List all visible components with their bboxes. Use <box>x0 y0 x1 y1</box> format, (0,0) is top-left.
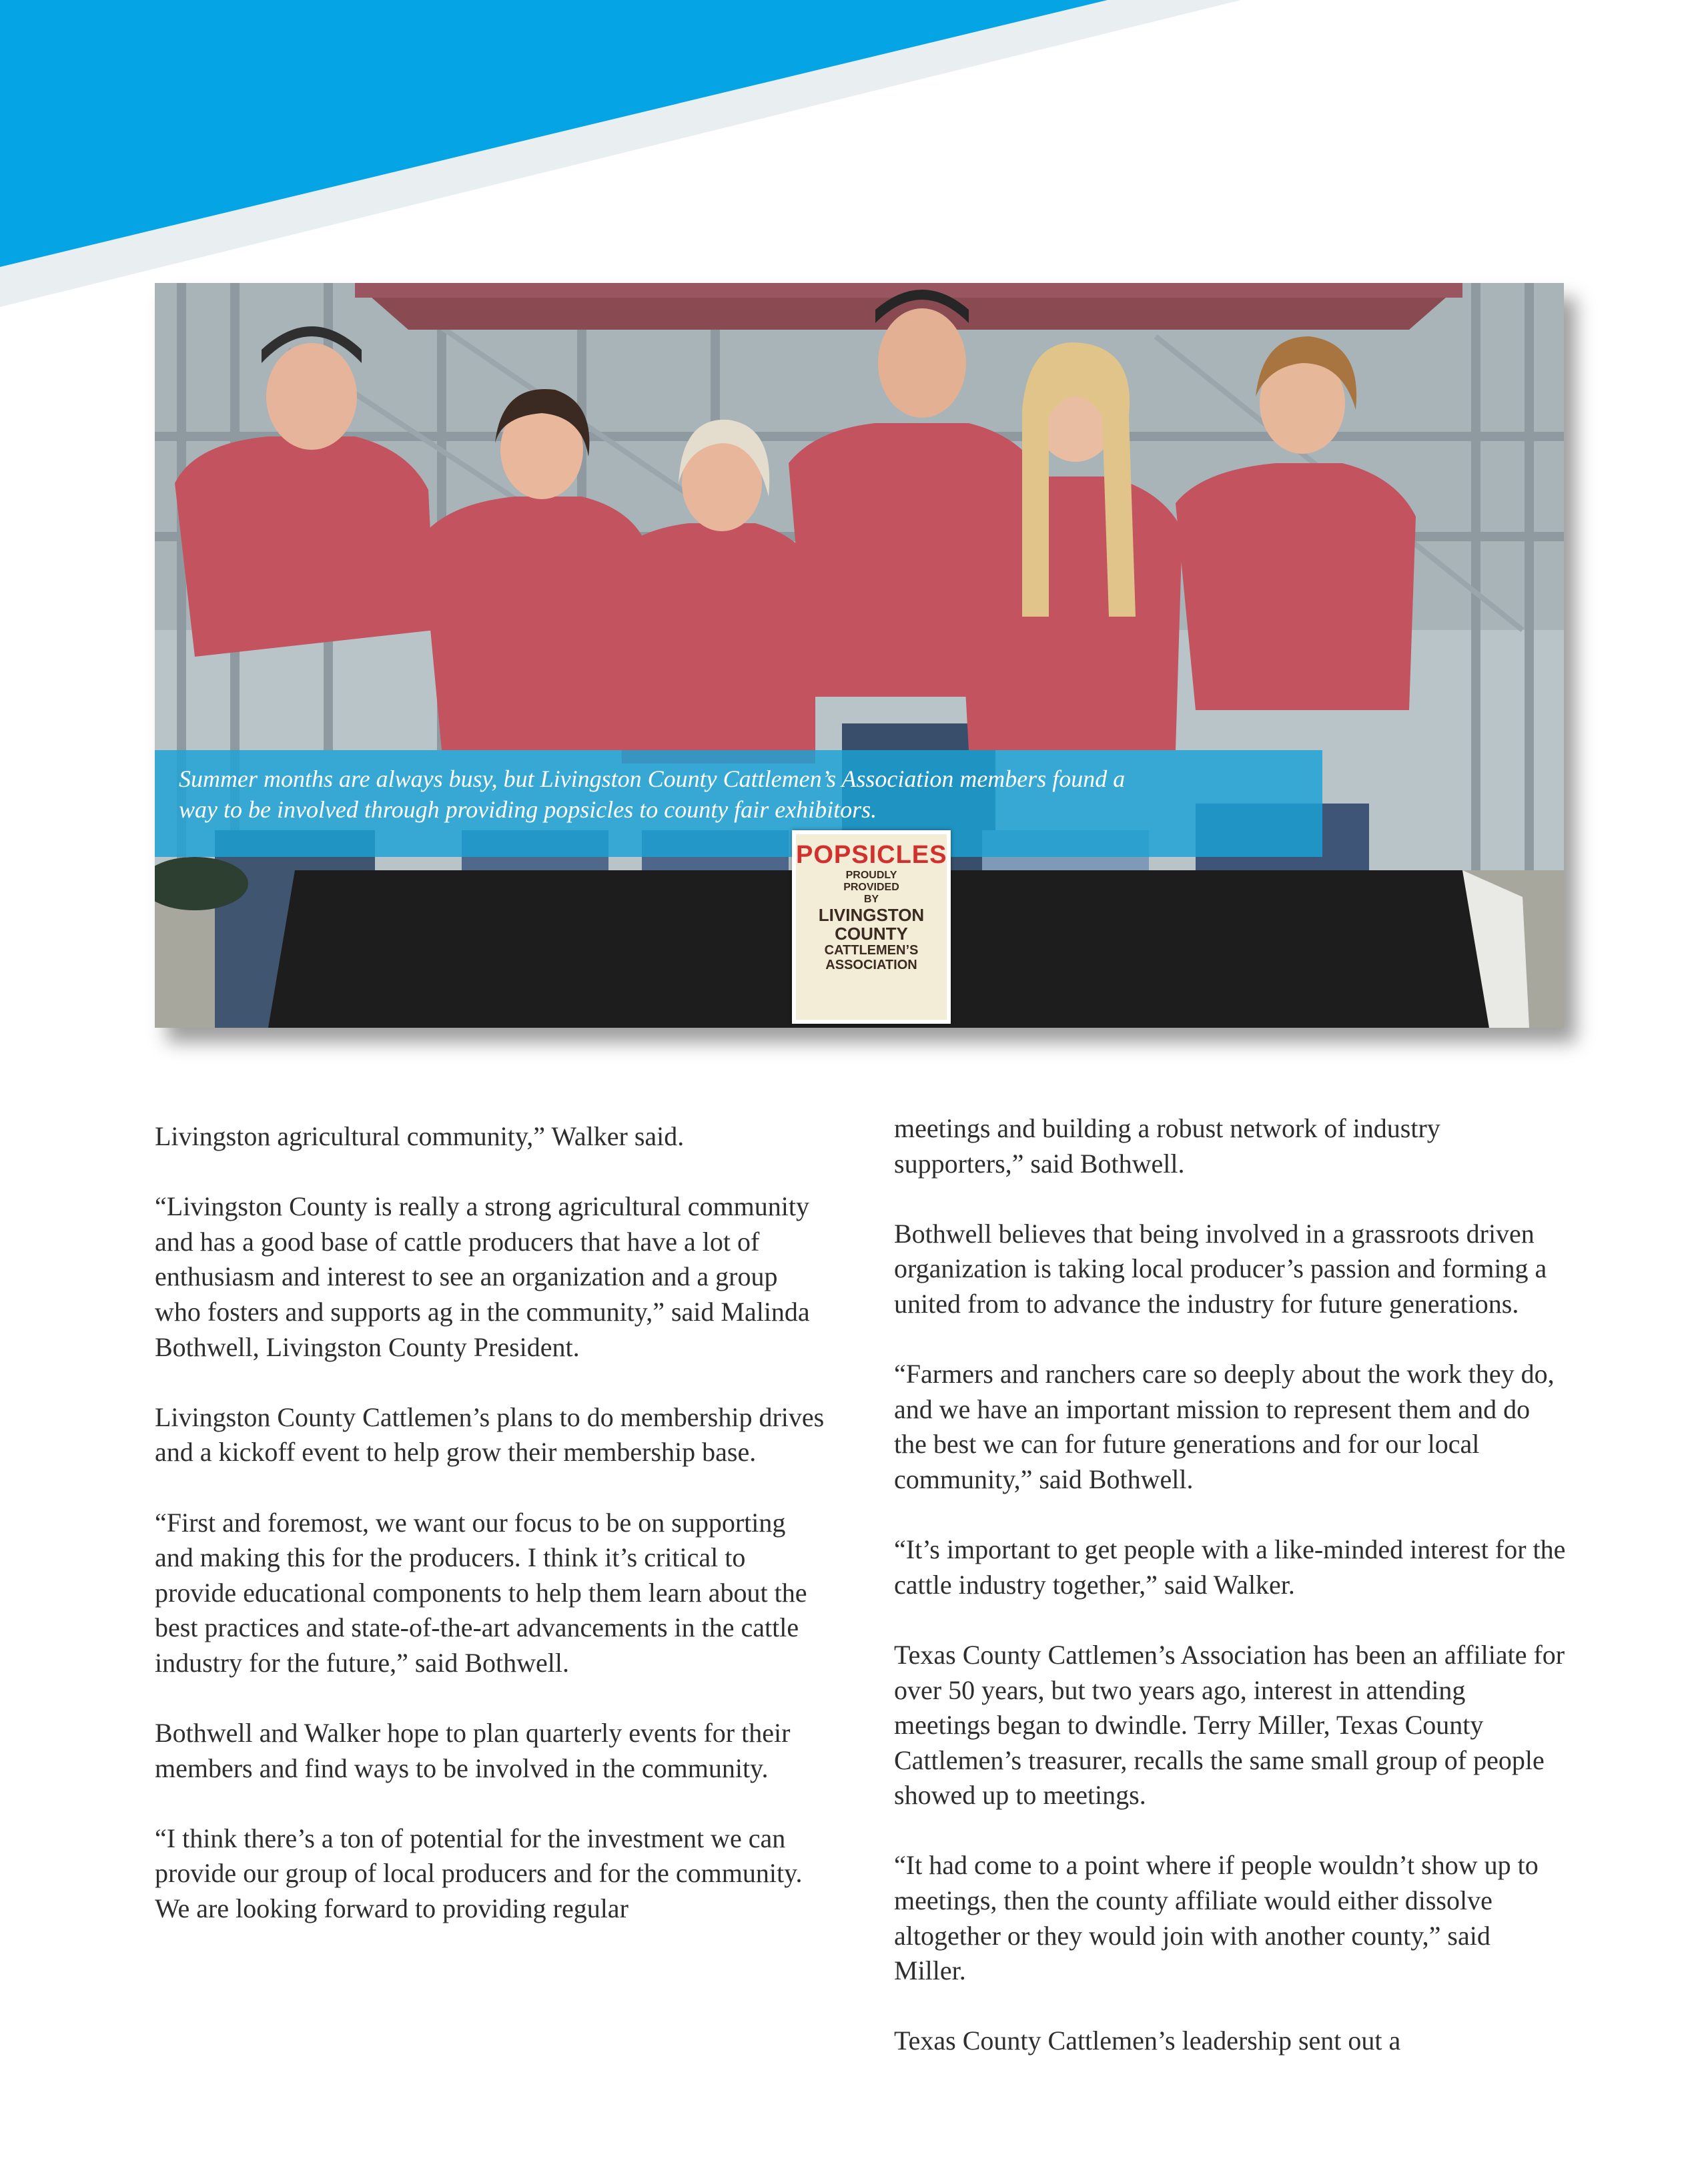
article-paragraph: “It’s important to get people with a like-minded interest for the cattle industry together,” said Walker. <box>894 1534 1566 1600</box>
sign-line: ASSOCIATION <box>825 958 917 972</box>
article-paragraph: “I think there’s a ton of potential for the investment we can provide our group of local producers and for the community. We are looking forward to providing regular <box>155 1823 803 1924</box>
article-paragraph: “Livingston County is really a strong agricultural community and has a good base of cattle producers that have a lot of enthusiasm and interest to see an organization and a group who fosters and supports ag in the community,” said Malinda Bothwell, Livingston County President. <box>155 1191 810 1362</box>
article-paragraph: “First and foremost, we want our focus to be on supporting and making this for the producers. I think it’s critical to provide educational components to help them learn about the best practices and state-of-the-art advancements in the cattle industry for the future,” said Bothwell. <box>155 1507 807 1678</box>
article-paragraph: meetings and building a robust network of industry supporters,” said Bothwell. <box>894 1113 1440 1179</box>
article-paragraph: Bothwell and Walker hope to plan quarterly events for their members and find ways to be involved in the community. <box>155 1718 791 1783</box>
article-paragraph: “It had come to a point where if people wouldn’t show up to meetings, then the county affiliate would either dissolve altogether or they would join with another county,” said Miller. <box>894 1850 1539 1986</box>
photo-caption-line-1: Summer months are always busy, but Livingston County Cattlemen’s Association members found a <box>179 765 1126 792</box>
sign-line: PROVIDED <box>843 882 899 893</box>
article-paragraph: Texas County Cattlemen’s Association has been an affiliate for over 50 years, but two years ago, interest in attending meetings began to dwindle. Terry Miller, Texas County Cattlemen’s treasurer, recalls the same small group of people showed up to meetings. <box>894 1639 1565 1811</box>
article-column-right <box>894 1111 1568 2094</box>
sign-line: CATTLEMEN’S <box>824 943 919 958</box>
article-paragraph: “Farmers and ranchers care so deeply about the work they do, and we have an important mission to represent them and do the best we can for future generations and for our local community,” said Bothwell. <box>894 1359 1555 1494</box>
group-photo <box>155 283 1564 1028</box>
popsicles-sign <box>792 830 951 1024</box>
article-paragraph: Texas County Cattlemen’s leadership sent out a <box>894 2025 1401 2056</box>
sign-line: COUNTY <box>835 924 908 944</box>
article-column-left <box>155 1119 829 1961</box>
header-diagonal-banner <box>0 0 1708 307</box>
feature-photo <box>155 283 1564 1028</box>
photo-caption-line-2: way to be involved through providing popsicles to county fair exhibitors. <box>179 796 877 823</box>
article-paragraph: Bothwell believes that being involved in a grassroots driven organization is taking local producer’s passion and forming a united from to advance the industry for future generations. <box>894 1218 1547 1319</box>
sign-line: BY <box>863 894 879 905</box>
sign-line: LIVINGSTON <box>818 905 925 925</box>
article-paragraph: Livingston County Cattlemen’s plans to do membership drives and a kickoff event to help grow their membership base. <box>155 1401 825 1468</box>
photo-caption-bar <box>155 750 1322 857</box>
article-paragraph: Livingston agricultural community,” Walker said. <box>155 1121 685 1151</box>
sign-title: POPSICLES <box>796 841 947 869</box>
photo-caption <box>179 763 1300 825</box>
sign-line: PROUDLY <box>845 870 897 881</box>
